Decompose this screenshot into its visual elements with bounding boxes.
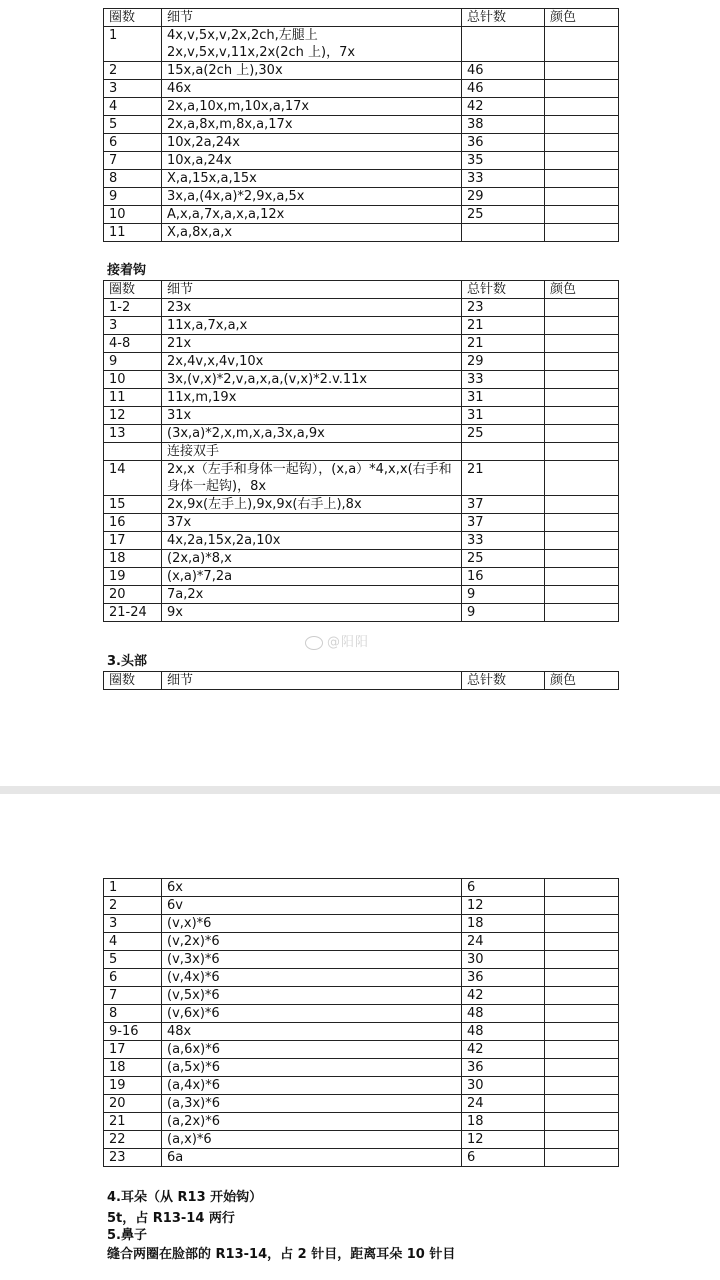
round-cell: 5 bbox=[104, 116, 162, 134]
detail-cell: 细节 bbox=[162, 281, 462, 299]
stitch-count-cell: 33 bbox=[462, 170, 545, 188]
detail-cell: 23x bbox=[162, 299, 462, 317]
round-cell: 9 bbox=[104, 188, 162, 206]
detail-cell: 21x bbox=[162, 335, 462, 353]
round-cell: 21 bbox=[104, 1113, 162, 1131]
color-cell bbox=[545, 1113, 619, 1131]
color-cell: 颜色 bbox=[545, 281, 619, 299]
table-row bbox=[104, 532, 619, 550]
color-cell bbox=[545, 568, 619, 586]
detail-cell: 连接双手 bbox=[162, 443, 462, 461]
stitch-count-cell: 总针数 bbox=[462, 672, 545, 690]
color-cell bbox=[545, 969, 619, 987]
round-cell: 2 bbox=[104, 897, 162, 915]
color-cell bbox=[545, 389, 619, 407]
round-cell: 8 bbox=[104, 170, 162, 188]
round-cell: 14 bbox=[104, 461, 162, 496]
round-cell: 19 bbox=[104, 1077, 162, 1095]
color-cell bbox=[545, 1041, 619, 1059]
watermark bbox=[305, 631, 369, 650]
detail-cell: 2x,a,8x,m,8x,a,17x bbox=[162, 116, 462, 134]
stitch-count-cell: 48 bbox=[462, 1005, 545, 1023]
table-row bbox=[104, 915, 619, 933]
detail-cell: (3x,a)*2,x,m,x,a,3x,a,9x bbox=[162, 425, 462, 443]
stitch-count-cell: 46 bbox=[462, 80, 545, 98]
table-row bbox=[104, 224, 619, 242]
color-cell bbox=[545, 550, 619, 568]
round-cell: 21-24 bbox=[104, 604, 162, 622]
section-title-continue: 接着钩 bbox=[107, 263, 147, 278]
table-row bbox=[104, 27, 619, 62]
stitch-count-cell: 总针数 bbox=[462, 9, 545, 27]
round-cell: 10 bbox=[104, 206, 162, 224]
table-row bbox=[104, 281, 619, 299]
table-row bbox=[104, 933, 619, 951]
stitch-count-cell: 31 bbox=[462, 389, 545, 407]
round-cell: 16 bbox=[104, 514, 162, 532]
stitch-count-cell: 总针数 bbox=[462, 281, 545, 299]
stitch-count-cell: 30 bbox=[462, 1077, 545, 1095]
color-cell bbox=[545, 1095, 619, 1113]
table-row bbox=[104, 461, 619, 496]
round-cell: 15 bbox=[104, 496, 162, 514]
detail-cell: 2x,x（左手和身体一起钩），(x,a）*4,x,x(右手和身体一起钩)，8x bbox=[162, 461, 462, 496]
stitch-count-cell: 46 bbox=[462, 62, 545, 80]
round-cell: 20 bbox=[104, 586, 162, 604]
color-cell bbox=[545, 317, 619, 335]
table-row bbox=[104, 9, 619, 27]
round-cell: 3 bbox=[104, 317, 162, 335]
color-cell bbox=[545, 1149, 619, 1167]
color-cell bbox=[545, 1131, 619, 1149]
round-cell: 22 bbox=[104, 1131, 162, 1149]
round-cell: 圈数 bbox=[104, 672, 162, 690]
stitch-count-cell: 24 bbox=[462, 933, 545, 951]
round-cell: 1 bbox=[104, 879, 162, 897]
color-cell bbox=[545, 951, 619, 969]
detail-cell: 4x,2a,15x,2a,10x bbox=[162, 532, 462, 550]
round-cell: 6 bbox=[104, 969, 162, 987]
color-cell bbox=[545, 604, 619, 622]
table-row bbox=[104, 407, 619, 425]
table-row bbox=[104, 1077, 619, 1095]
color-cell bbox=[545, 27, 619, 62]
table-row bbox=[104, 672, 619, 690]
stitch-count-cell bbox=[462, 27, 545, 62]
round-cell: 圈数 bbox=[104, 9, 162, 27]
stitch-count-cell: 21 bbox=[462, 461, 545, 496]
color-cell bbox=[545, 443, 619, 461]
stitch-count-cell: 12 bbox=[462, 897, 545, 915]
detail-cell: 10x,a,24x bbox=[162, 152, 462, 170]
round-cell: 18 bbox=[104, 550, 162, 568]
table-row bbox=[104, 1095, 619, 1113]
table-row bbox=[104, 1149, 619, 1167]
stitch-count-cell: 6 bbox=[462, 1149, 545, 1167]
detail-cell: (v,5x)*6 bbox=[162, 987, 462, 1005]
detail-cell: (a,4x)*6 bbox=[162, 1077, 462, 1095]
stitch-count-cell: 36 bbox=[462, 1059, 545, 1077]
detail-cell: (a,x)*6 bbox=[162, 1131, 462, 1149]
detail-cell: 2x,a,10x,m,10x,a,17x bbox=[162, 98, 462, 116]
detail-cell: 6x bbox=[162, 879, 462, 897]
stitch-count-cell: 30 bbox=[462, 951, 545, 969]
table-row bbox=[104, 116, 619, 134]
page-gap bbox=[0, 786, 720, 794]
detail-cell: 31x bbox=[162, 407, 462, 425]
round-cell: 2 bbox=[104, 62, 162, 80]
color-cell bbox=[545, 496, 619, 514]
detail-cell: (2x,a)*8,x bbox=[162, 550, 462, 568]
table-row bbox=[104, 62, 619, 80]
stitch-count-cell: 23 bbox=[462, 299, 545, 317]
note-nose-detail: 缝合两圈在脸部的 R13-14，占 2 针目，距离耳朵 10 针目 bbox=[107, 1247, 456, 1262]
color-cell bbox=[545, 933, 619, 951]
stitch-count-cell: 25 bbox=[462, 425, 545, 443]
table-row bbox=[104, 586, 619, 604]
color-cell bbox=[545, 879, 619, 897]
detail-cell: (x,a)*7,2a bbox=[162, 568, 462, 586]
detail-cell: (v,3x)*6 bbox=[162, 951, 462, 969]
round-cell: 7 bbox=[104, 152, 162, 170]
color-cell bbox=[545, 915, 619, 933]
round-cell: 11 bbox=[104, 224, 162, 242]
round-cell: 23 bbox=[104, 1149, 162, 1167]
detail-cell: X,a,15x,a,15x bbox=[162, 170, 462, 188]
detail-cell: 6v bbox=[162, 897, 462, 915]
round-cell: 4 bbox=[104, 933, 162, 951]
stitch-count-cell: 42 bbox=[462, 98, 545, 116]
table-row bbox=[104, 514, 619, 532]
detail-cell: (a,3x)*6 bbox=[162, 1095, 462, 1113]
table-row bbox=[104, 604, 619, 622]
color-cell bbox=[545, 987, 619, 1005]
stitch-count-cell bbox=[462, 224, 545, 242]
round-cell: 5 bbox=[104, 951, 162, 969]
table-row bbox=[104, 951, 619, 969]
detail-cell: 细节 bbox=[162, 672, 462, 690]
color-cell bbox=[545, 407, 619, 425]
stitch-count-cell: 25 bbox=[462, 550, 545, 568]
detail-cell: 10x,2a,24x bbox=[162, 134, 462, 152]
color-cell bbox=[545, 134, 619, 152]
stitch-count-cell: 9 bbox=[462, 586, 545, 604]
color-cell bbox=[545, 461, 619, 496]
color-cell bbox=[545, 353, 619, 371]
color-cell bbox=[545, 532, 619, 550]
detail-cell: 46x bbox=[162, 80, 462, 98]
table-row bbox=[104, 1023, 619, 1041]
stitch-count-cell: 35 bbox=[462, 152, 545, 170]
round-cell: 3 bbox=[104, 915, 162, 933]
table-row bbox=[104, 80, 619, 98]
note-ears-title: 4.耳朵（从 R13 开始钩） bbox=[107, 1190, 263, 1205]
color-cell bbox=[545, 98, 619, 116]
stitch-count-cell bbox=[462, 443, 545, 461]
detail-cell: (v,2x)*6 bbox=[162, 933, 462, 951]
round-cell: 12 bbox=[104, 407, 162, 425]
detail-cell: 7a,2x bbox=[162, 586, 462, 604]
stitch-count-cell: 16 bbox=[462, 568, 545, 586]
color-cell bbox=[545, 116, 619, 134]
round-cell: 17 bbox=[104, 1041, 162, 1059]
table-row bbox=[104, 987, 619, 1005]
stitch-count-cell: 29 bbox=[462, 188, 545, 206]
round-cell: 19 bbox=[104, 568, 162, 586]
detail-cell: 3x,(v,x)*2,v,a,x,a,(v,x)*2.v.11x bbox=[162, 371, 462, 389]
table-row bbox=[104, 353, 619, 371]
round-cell: 7 bbox=[104, 987, 162, 1005]
stitch-count-cell: 33 bbox=[462, 371, 545, 389]
color-cell bbox=[545, 425, 619, 443]
detail-cell: 2x,4v,x,4v,10x bbox=[162, 353, 462, 371]
table-row bbox=[104, 1113, 619, 1131]
stitch-count-cell: 37 bbox=[462, 496, 545, 514]
round-cell: 4-8 bbox=[104, 335, 162, 353]
color-cell bbox=[545, 1005, 619, 1023]
table-row bbox=[104, 134, 619, 152]
stitch-count-cell: 33 bbox=[462, 532, 545, 550]
table-head-rows bbox=[103, 878, 619, 1167]
round-cell bbox=[104, 443, 162, 461]
table-row bbox=[104, 170, 619, 188]
table-row bbox=[104, 969, 619, 987]
stitch-count-cell: 42 bbox=[462, 1041, 545, 1059]
stitch-count-cell: 9 bbox=[462, 604, 545, 622]
stitch-count-cell: 36 bbox=[462, 969, 545, 987]
section-title-head: 3.头部 bbox=[107, 654, 147, 669]
detail-cell: 6a bbox=[162, 1149, 462, 1167]
round-cell: 10 bbox=[104, 371, 162, 389]
detail-cell: (a,2x)*6 bbox=[162, 1113, 462, 1131]
round-cell: 11 bbox=[104, 389, 162, 407]
stitch-count-cell: 18 bbox=[462, 915, 545, 933]
stitch-count-cell: 36 bbox=[462, 134, 545, 152]
round-cell: 9 bbox=[104, 353, 162, 371]
table-body-part-2 bbox=[103, 280, 619, 622]
table-row bbox=[104, 568, 619, 586]
color-cell bbox=[545, 152, 619, 170]
color-cell bbox=[545, 1059, 619, 1077]
color-cell bbox=[545, 586, 619, 604]
color-cell bbox=[545, 206, 619, 224]
color-cell bbox=[545, 299, 619, 317]
round-cell: 1-2 bbox=[104, 299, 162, 317]
table-row bbox=[104, 206, 619, 224]
detail-cell: 3x,a,(4x,a)*2,9x,a,5x bbox=[162, 188, 462, 206]
table-row bbox=[104, 335, 619, 353]
stitch-count-cell: 21 bbox=[462, 317, 545, 335]
table-head-header bbox=[103, 671, 619, 690]
detail-cell: X,a,8x,a,x bbox=[162, 224, 462, 242]
stitch-count-cell: 42 bbox=[462, 987, 545, 1005]
color-cell bbox=[545, 897, 619, 915]
stitch-count-cell: 24 bbox=[462, 1095, 545, 1113]
stitch-count-cell: 29 bbox=[462, 353, 545, 371]
detail-cell: 2x,9x(左手上),9x,9x(右手上),8x bbox=[162, 496, 462, 514]
round-cell: 3 bbox=[104, 80, 162, 98]
weibo-logo-icon bbox=[305, 636, 323, 650]
detail-cell: 9x bbox=[162, 604, 462, 622]
watermark-text: @阳阳 bbox=[327, 635, 370, 650]
round-cell: 6 bbox=[104, 134, 162, 152]
round-cell: 9-16 bbox=[104, 1023, 162, 1041]
color-cell bbox=[545, 62, 619, 80]
detail-cell: (v,4x)*6 bbox=[162, 969, 462, 987]
color-cell bbox=[545, 224, 619, 242]
round-cell: 13 bbox=[104, 425, 162, 443]
table-row bbox=[104, 299, 619, 317]
table-row bbox=[104, 389, 619, 407]
round-cell: 4 bbox=[104, 98, 162, 116]
table-row bbox=[104, 188, 619, 206]
table-row bbox=[104, 371, 619, 389]
color-cell bbox=[545, 170, 619, 188]
detail-cell: 11x,a,7x,a,x bbox=[162, 317, 462, 335]
table-row bbox=[104, 897, 619, 915]
detail-cell: (a,5x)*6 bbox=[162, 1059, 462, 1077]
detail-cell: A,x,a,7x,a,x,a,12x bbox=[162, 206, 462, 224]
color-cell: 颜色 bbox=[545, 9, 619, 27]
color-cell bbox=[545, 80, 619, 98]
note-nose-title: 5.鼻子 bbox=[107, 1228, 147, 1243]
stitch-count-cell: 31 bbox=[462, 407, 545, 425]
table-row bbox=[104, 879, 619, 897]
stitch-count-cell: 38 bbox=[462, 116, 545, 134]
table-row bbox=[104, 550, 619, 568]
round-cell: 20 bbox=[104, 1095, 162, 1113]
table-body-part-1 bbox=[103, 8, 619, 242]
round-cell: 18 bbox=[104, 1059, 162, 1077]
round-cell: 1 bbox=[104, 27, 162, 62]
table-row bbox=[104, 317, 619, 335]
detail-cell: 11x,m,19x bbox=[162, 389, 462, 407]
color-cell bbox=[545, 514, 619, 532]
round-cell: 17 bbox=[104, 532, 162, 550]
stitch-count-cell: 37 bbox=[462, 514, 545, 532]
table-row bbox=[104, 1131, 619, 1149]
stitch-count-cell: 21 bbox=[462, 335, 545, 353]
stitch-count-cell: 6 bbox=[462, 879, 545, 897]
detail-cell: 细节 bbox=[162, 9, 462, 27]
table-row bbox=[104, 1059, 619, 1077]
table-row bbox=[104, 425, 619, 443]
detail-cell: 48x bbox=[162, 1023, 462, 1041]
color-cell bbox=[545, 1077, 619, 1095]
color-cell bbox=[545, 188, 619, 206]
table-row bbox=[104, 152, 619, 170]
note-ears-detail: 5t，占 R13-14 两行 bbox=[107, 1211, 235, 1226]
color-cell bbox=[545, 335, 619, 353]
color-cell: 颜色 bbox=[545, 672, 619, 690]
stitch-count-cell: 48 bbox=[462, 1023, 545, 1041]
detail-cell: 15x,a(2ch 上),30x bbox=[162, 62, 462, 80]
detail-cell: 4x,v,5x,v,2x,2ch,左腿上 2x,v,5x,v,11x,2x(2ch 上)，7x bbox=[162, 27, 462, 62]
detail-cell: (a,6x)*6 bbox=[162, 1041, 462, 1059]
color-cell bbox=[545, 371, 619, 389]
table-row bbox=[104, 98, 619, 116]
detail-cell: (v,6x)*6 bbox=[162, 1005, 462, 1023]
stitch-count-cell: 12 bbox=[462, 1131, 545, 1149]
detail-cell: (v,x)*6 bbox=[162, 915, 462, 933]
color-cell bbox=[545, 1023, 619, 1041]
detail-cell: 37x bbox=[162, 514, 462, 532]
stitch-count-cell: 25 bbox=[462, 206, 545, 224]
table-row bbox=[104, 1005, 619, 1023]
table-row bbox=[104, 1041, 619, 1059]
round-cell: 8 bbox=[104, 1005, 162, 1023]
round-cell: 圈数 bbox=[104, 281, 162, 299]
table-row bbox=[104, 443, 619, 461]
table-row bbox=[104, 496, 619, 514]
stitch-count-cell: 18 bbox=[462, 1113, 545, 1131]
